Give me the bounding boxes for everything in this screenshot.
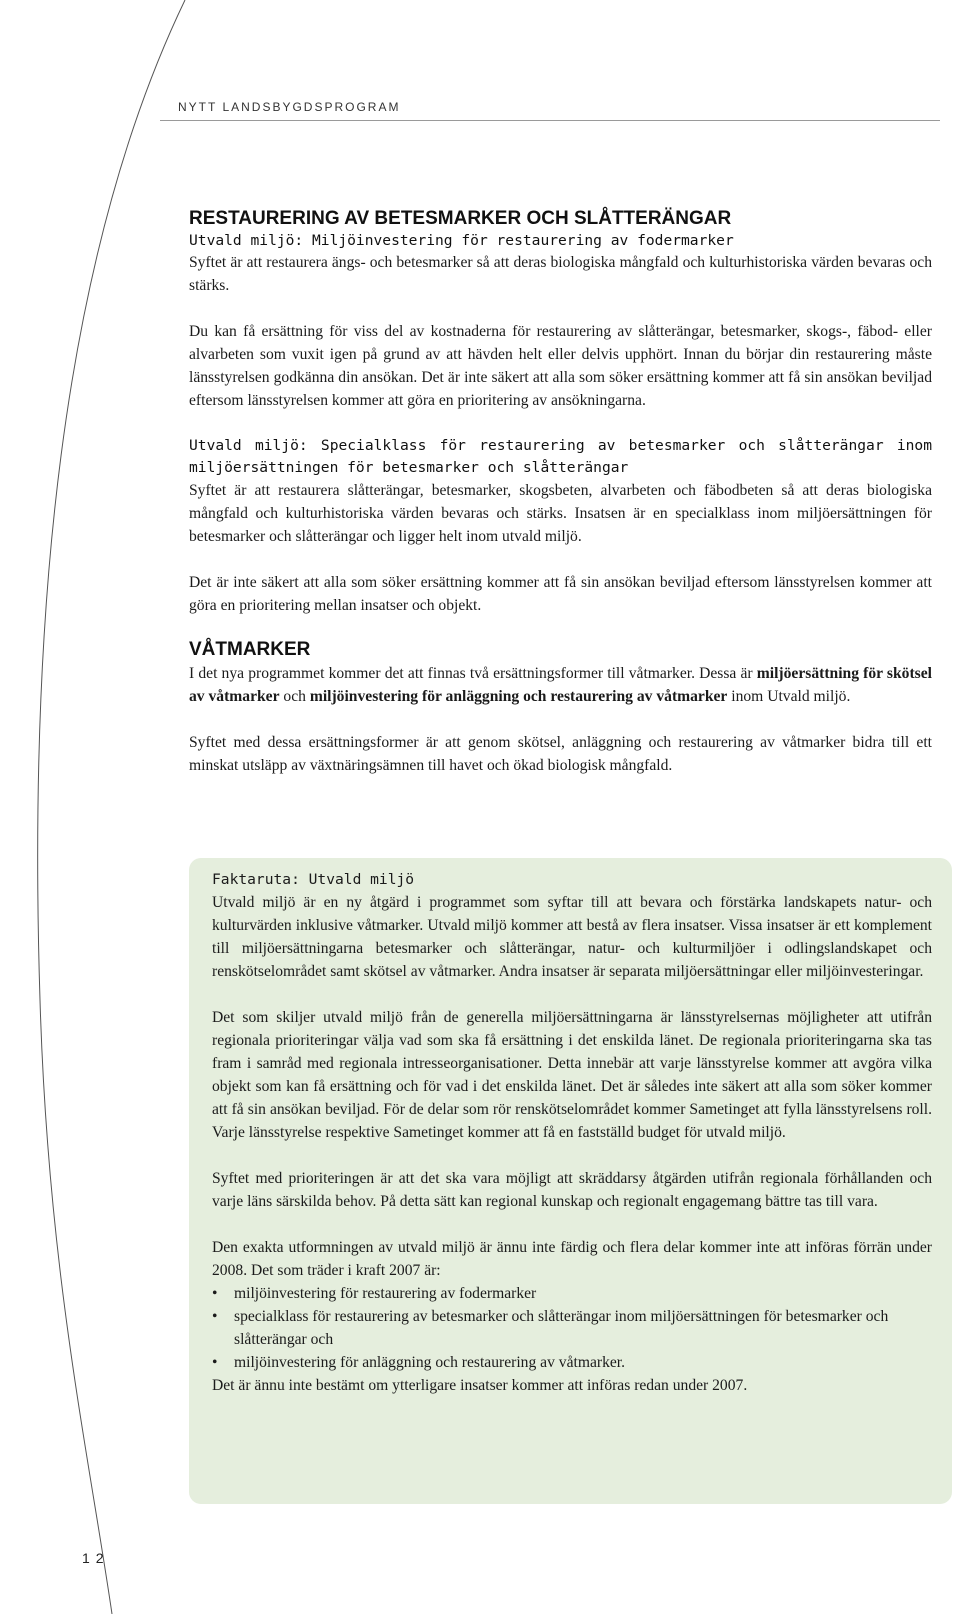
header-rule [160, 120, 940, 121]
bullet-item: • specialklass för restaurering av betesmarker och slåtterängar inom miljöersättningen för betesmarker och slåtterängar och [212, 1305, 932, 1351]
main-content [189, 206, 932, 777]
subheading-specialklass: Utvald miljö: Specialklass för restaurering av betesmarker och slåtterängar inom miljöersättningen för betesmarker och slåtterängar [189, 437, 932, 476]
page-number: 12 [82, 1550, 110, 1566]
bold-term: miljöinvestering för anläggning och restaurering av våtmarker [309, 688, 728, 705]
section-heading-restaurering: RESTAURERING AV BETESMARKER OCH SLÅTTERÄNGAR [189, 208, 732, 229]
body-paragraph: Syftet med dessa ersättningsformer är att genom skötsel, anläggning och restaurering av våtmarker bidra till ett minskat utsläpp av växtnäringsämnen till havet och ökad biologisk mångfald. [189, 734, 932, 774]
body-paragraph: Det är inte säkert att alla som söker ersättning kommer att få sin ansökan beviljad eftersom länsstyrelsen kommer att göra en prioritering mellan insatser och objekt. [189, 574, 932, 614]
factbox-paragraph: Syftet med prioriteringen är att det ska vara möjligt att skräddarsy åtgärden utifrån regionala förhållanden och varje läns särskilda behov. På detta sätt kan regional kunskap och regionalt engagemang bättre tas till vara. [212, 1170, 932, 1210]
vatmarker-paragraph: I det nya programmet kommer det att finnas två ersättningsformer till våtmarker. Dessa är miljöersättning för skötsel av våtmarker och miljöinvestering för anläggning och restaurering av våtmarker inom Utvald miljö. [189, 665, 932, 705]
body-paragraph: Du kan få ersättning för viss del av kostnaderna för restaurering av slåtterängar, betesmarker, skogs-, fäbod- eller alvarbeten som vuxit igen på grund av att hävden helt eller delvis upphört. Innan du börjar din restaurering måste länsstyrelsen godkänna din ansökan. Det är inte säkert att alla som söker ersättning kommer att få sin ansökan beviljad eftersom länsstyrelsen kommer att göra en prioritering av ansökningarna. [189, 323, 932, 409]
bullet-item: • miljöinvestering för restaurering av fodermarker [212, 1282, 932, 1305]
intro-paragraph: Syftet är att restaurera ängs- och betesmarker så att deras biologiska mångfald och kulturhistoriska värden bevaras och stärks. [189, 254, 932, 294]
body-paragraph: Syftet är att restaurera slåtterängar, betesmarker, skogsbeten, alvarbeten och fäbodbeten så att deras biologiska mångfald och kulturhistoriska värden bevaras och stärks. Insatsen är en specialklass inom miljöersättningen för betesmarker och slåtterängar och ligger helt inom utvald miljö. [189, 482, 932, 545]
bullet-list [212, 1282, 932, 1374]
factbox-paragraph: Det som skiljer utvald miljö från de generella miljöersättningarna är länsstyrelsernas möjligheter att utifrån regionala prioriteringar välja vad som ska få ersättning i det enskilda länet. De regionala prioriteringarna ska tas fram i samråd med regionala intresseorganisationer. Detta innebär att varje länsstyrelse kommer att avgöra vilka objekt som kan få ersättning och för vad i det enskilda länet. Det är således inte säkert att alla som söker kommer att få sin ansökan beviljad. För de delar som rör renskötselområdet kommer Sametinget att fylla länsstyrelsens roll. Varje länsstyrelse respektive Sametinget kommer att få en fastställd budget för utvald miljö. [212, 1009, 932, 1141]
factbox-paragraph: Det är ännu inte bestämt om ytterligare insatser kommer att införas redan under 2007. [212, 1377, 748, 1394]
subheading-miljoinvestering: Utvald miljö: Miljöinvestering för restaurering av fodermarker [189, 232, 734, 249]
bold-term: miljöersättning för skötsel av våtmarker [189, 665, 932, 705]
factbox-paragraph: Utvald miljö är en ny åtgärd i programmet som syftar till att bevara och förstärka landskapets natur- och kulturvärden inklusive våtmarker. Utvald miljö kommer att bestå av flera insatser. Vissa insatser är ett komplement till miljöersättningarna betesmarker och slåtterängar, natur- och kulturmiljöer i odlingslandskapet och renskötselområdet samt skötsel av våtmarker. Andra insatser är separata miljöersättningar eller miljöinvesteringar. [212, 894, 932, 980]
running-head: NYTT LANDSBYGDSPROGRAM [178, 100, 401, 114]
section-heading-vatmarker: VÅTMARKER [189, 639, 311, 660]
factbox [212, 868, 932, 1397]
bullet-item: • miljöinvestering för anläggning och restaurering av våtmarker. [212, 1351, 932, 1374]
factbox-paragraph: Den exakta utformningen av utvald miljö är ännu inte färdig och flera delar kommer inte att införas förrän under 2008. Det som träder i kraft 2007 är: [212, 1239, 932, 1279]
factbox-title: Faktaruta: Utvald miljö [212, 871, 415, 888]
